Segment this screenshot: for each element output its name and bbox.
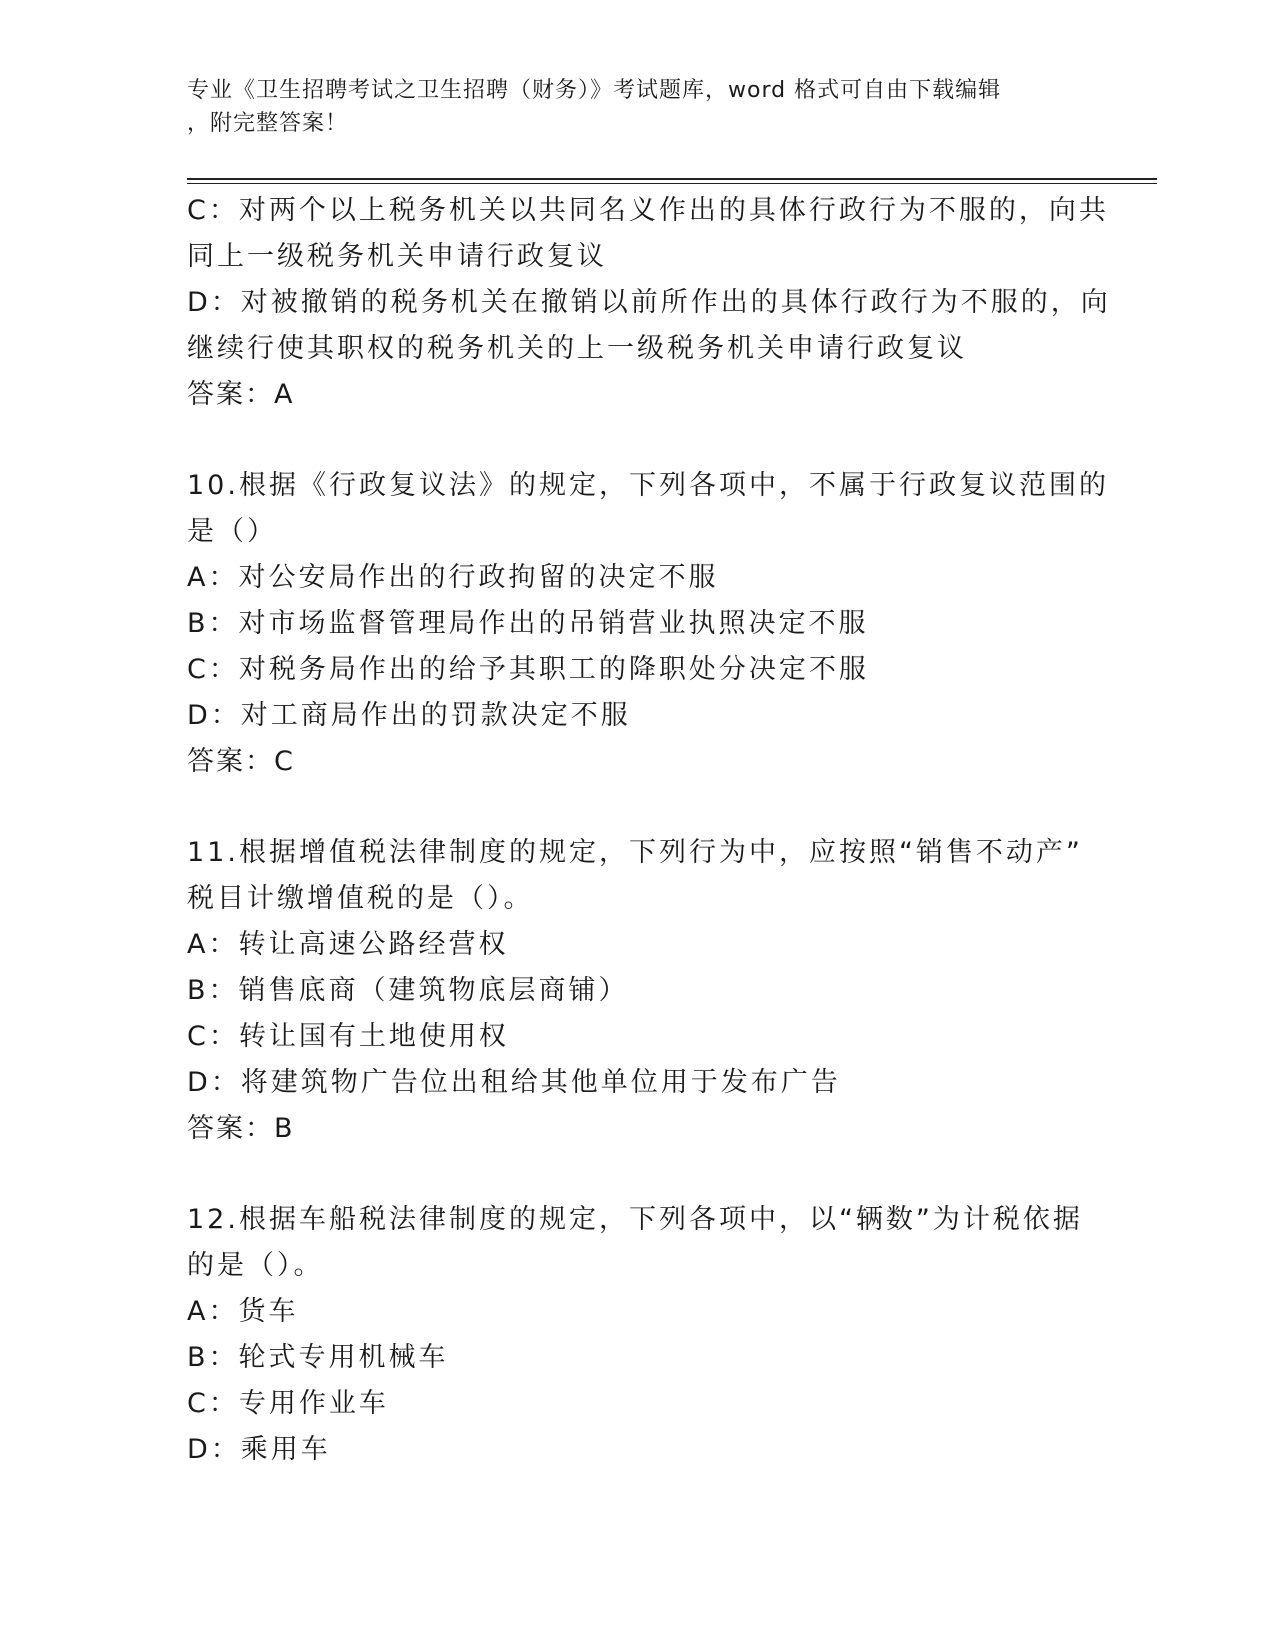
option-a: A：对公安局作出的行政拘留的决定不服 xyxy=(187,562,719,593)
option-c: C：转让国有土地使用权 xyxy=(187,1021,509,1052)
document-header xyxy=(187,74,1067,140)
answer: 答案：C xyxy=(187,746,295,777)
question-stem: 12.根据车船税法律制度的规定，下列各项中，以“辆数”为计税依据 xyxy=(187,1204,1083,1235)
header-line-2: ，附完整答案！ xyxy=(187,111,349,136)
option-c-cont: 同上一级税务机关申请行政复议 xyxy=(187,241,607,272)
option-c: C：专用作业车 xyxy=(187,1388,389,1419)
header-line-1: 专业《卫生招聘考试之卫生招聘（财务）》考试题库，word 格式可自由下载编辑 xyxy=(187,78,1002,103)
question-10 xyxy=(187,463,1109,785)
answer: 答案：B xyxy=(187,1113,295,1144)
question-9-tail xyxy=(187,188,1111,418)
option-a: A：转让高速公路经营权 xyxy=(187,929,509,960)
question-stem-cont: 税目计缴增值税的是（）。 xyxy=(187,883,534,914)
option-c: C：对两个以上税务机关以共同名义作出的具体行政行为不服的，向共 xyxy=(187,195,1109,226)
option-d-cont: 继续行使其职权的税务机关的上一级税务机关申请行政复议 xyxy=(187,333,967,364)
option-d: D：对被撤销的税务机关在撤销以前所作出的具体行政行为不服的，向 xyxy=(187,287,1111,318)
question-12 xyxy=(187,1197,1083,1473)
option-a: A：货车 xyxy=(187,1296,299,1327)
header-divider-thick xyxy=(187,178,1157,180)
option-b: B：对市场监督管理局作出的吊销营业执照决定不服 xyxy=(187,608,869,639)
option-b: B：轮式专用机械车 xyxy=(187,1342,449,1373)
question-stem: 10.根据《行政复议法》的规定，下列各项中，不属于行政复议范围的 xyxy=(187,470,1109,501)
answer: 答案：A xyxy=(187,379,295,410)
question-list xyxy=(187,188,1111,1473)
option-b: B：销售底商（建筑物底层商铺） xyxy=(187,975,629,1006)
option-d: D：将建筑物广告位出租给其他单位用于发布广告 xyxy=(187,1067,841,1098)
question-stem-cont: 的是（）。 xyxy=(187,1250,324,1281)
option-d: D：乘用车 xyxy=(187,1434,331,1465)
option-c: C：对税务局作出的给予其职工的降职处分决定不服 xyxy=(187,654,869,685)
question-stem-cont: 是（） xyxy=(187,516,277,547)
option-d: D：对工商局作出的罚款决定不服 xyxy=(187,700,631,731)
question-11 xyxy=(187,830,1083,1152)
header-divider-thin xyxy=(187,183,1157,184)
question-stem: 11.根据增值税法律制度的规定，下列行为中，应按照“销售不动产” xyxy=(187,837,1083,868)
